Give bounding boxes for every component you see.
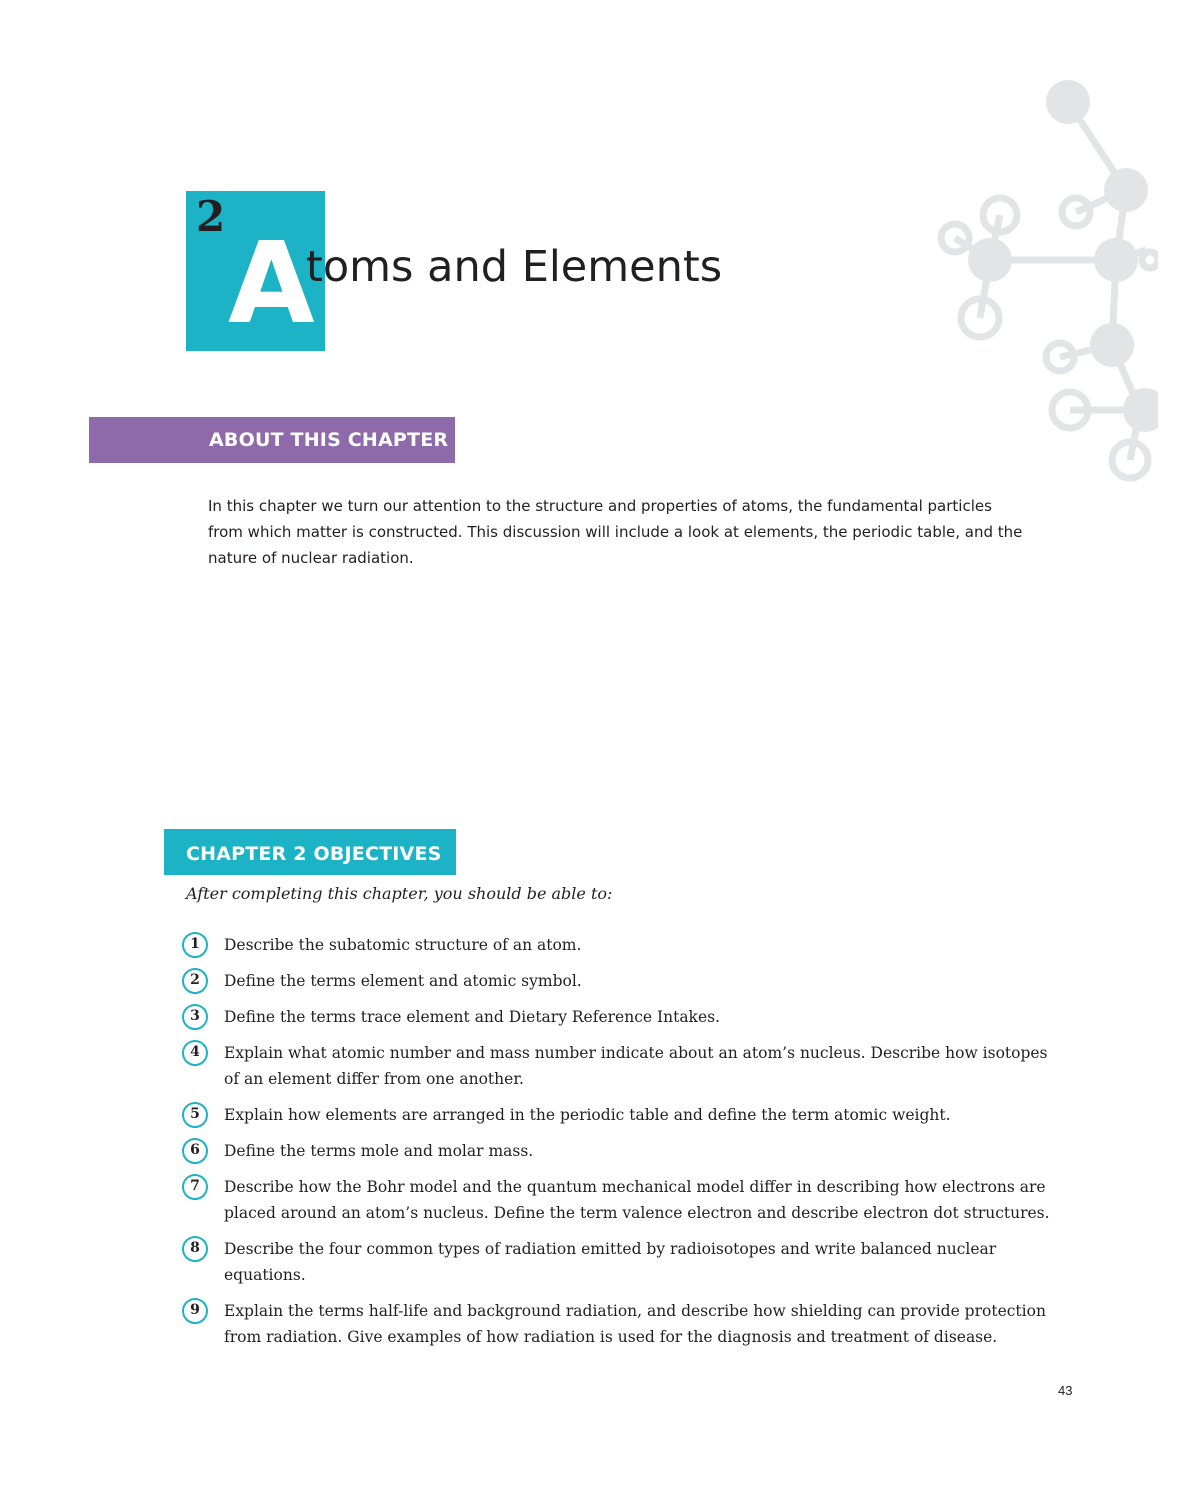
objective-text: Explain what atomic number and mass number indicate about an atom’s nucleus. Describe how isotopes of an element differ from one another. [224,1044,1048,1088]
chapter-title: toms and Elements [306,242,723,292]
objective-text: Explain how elements are arranged in the periodic table and define the term atomic weight. [224,1106,951,1124]
objective-text: Describe the four common types of radiation emitted by radioisotopes and write balanced nuclear equations. [224,1240,997,1284]
objective-number-badge: 2 [182,968,208,994]
about-text: In this chapter we turn our attention to the structure and properties of atoms, the fundamental particles from which matter is constructed. This discussion will include a look at elements, the periodic table, and the nature of nuclear radiation. [208,497,1023,567]
objective-number-badge: 6 [182,1138,208,1164]
objectives-intro: After completing this chapter, you should be able to: [186,884,613,903]
objectives-heading: CHAPTER 2 OBJECTIVES [164,829,456,875]
objective-item [182,932,1062,958]
objective-item [182,1298,1062,1350]
objective-number-badge: 1 [182,932,208,958]
page-number: 43 [1058,1383,1073,1398]
objective-item [182,1102,1062,1128]
about-heading: ABOUT THIS CHAPTER [89,417,455,463]
objective-number-badge: 4 [182,1040,208,1066]
objective-item [182,1040,1062,1092]
objective-text: Describe how the Bohr model and the quantum mechanical model differ in describing how electrons are placed around an atom’s nucleus. Define the term valence electron and describe electron dot structures. [224,1178,1050,1222]
objective-item [182,1236,1062,1288]
objective-number-badge: 9 [182,1298,208,1324]
objective-text: Define the terms element and atomic symbol. [224,972,582,990]
objective-item [182,1174,1062,1226]
objective-number-badge: 5 [182,1102,208,1128]
molecule-decoration [900,70,1158,490]
objective-item [182,1138,1062,1164]
objective-text: Define the terms trace element and Dietary Reference Intakes. [224,1008,721,1026]
objectives-list [182,932,1062,1360]
objective-item [182,1004,1062,1030]
objective-number-badge: 7 [182,1174,208,1200]
objective-text: Define the terms mole and molar mass. [224,1142,534,1160]
objective-number-badge: 8 [182,1236,208,1262]
objective-text: Describe the subatomic structure of an atom. [224,936,582,954]
chapter-title-initial: A [228,219,315,349]
objective-text: Explain the terms half-life and background radiation, and describe how shielding can provide protection from radiation. Give examples of how radiation is used for the diagnosis and treatment of disease. [224,1302,1046,1346]
objective-item [182,968,1062,994]
chapter-number: 2 [196,192,226,241]
objective-number-badge: 3 [182,1004,208,1030]
